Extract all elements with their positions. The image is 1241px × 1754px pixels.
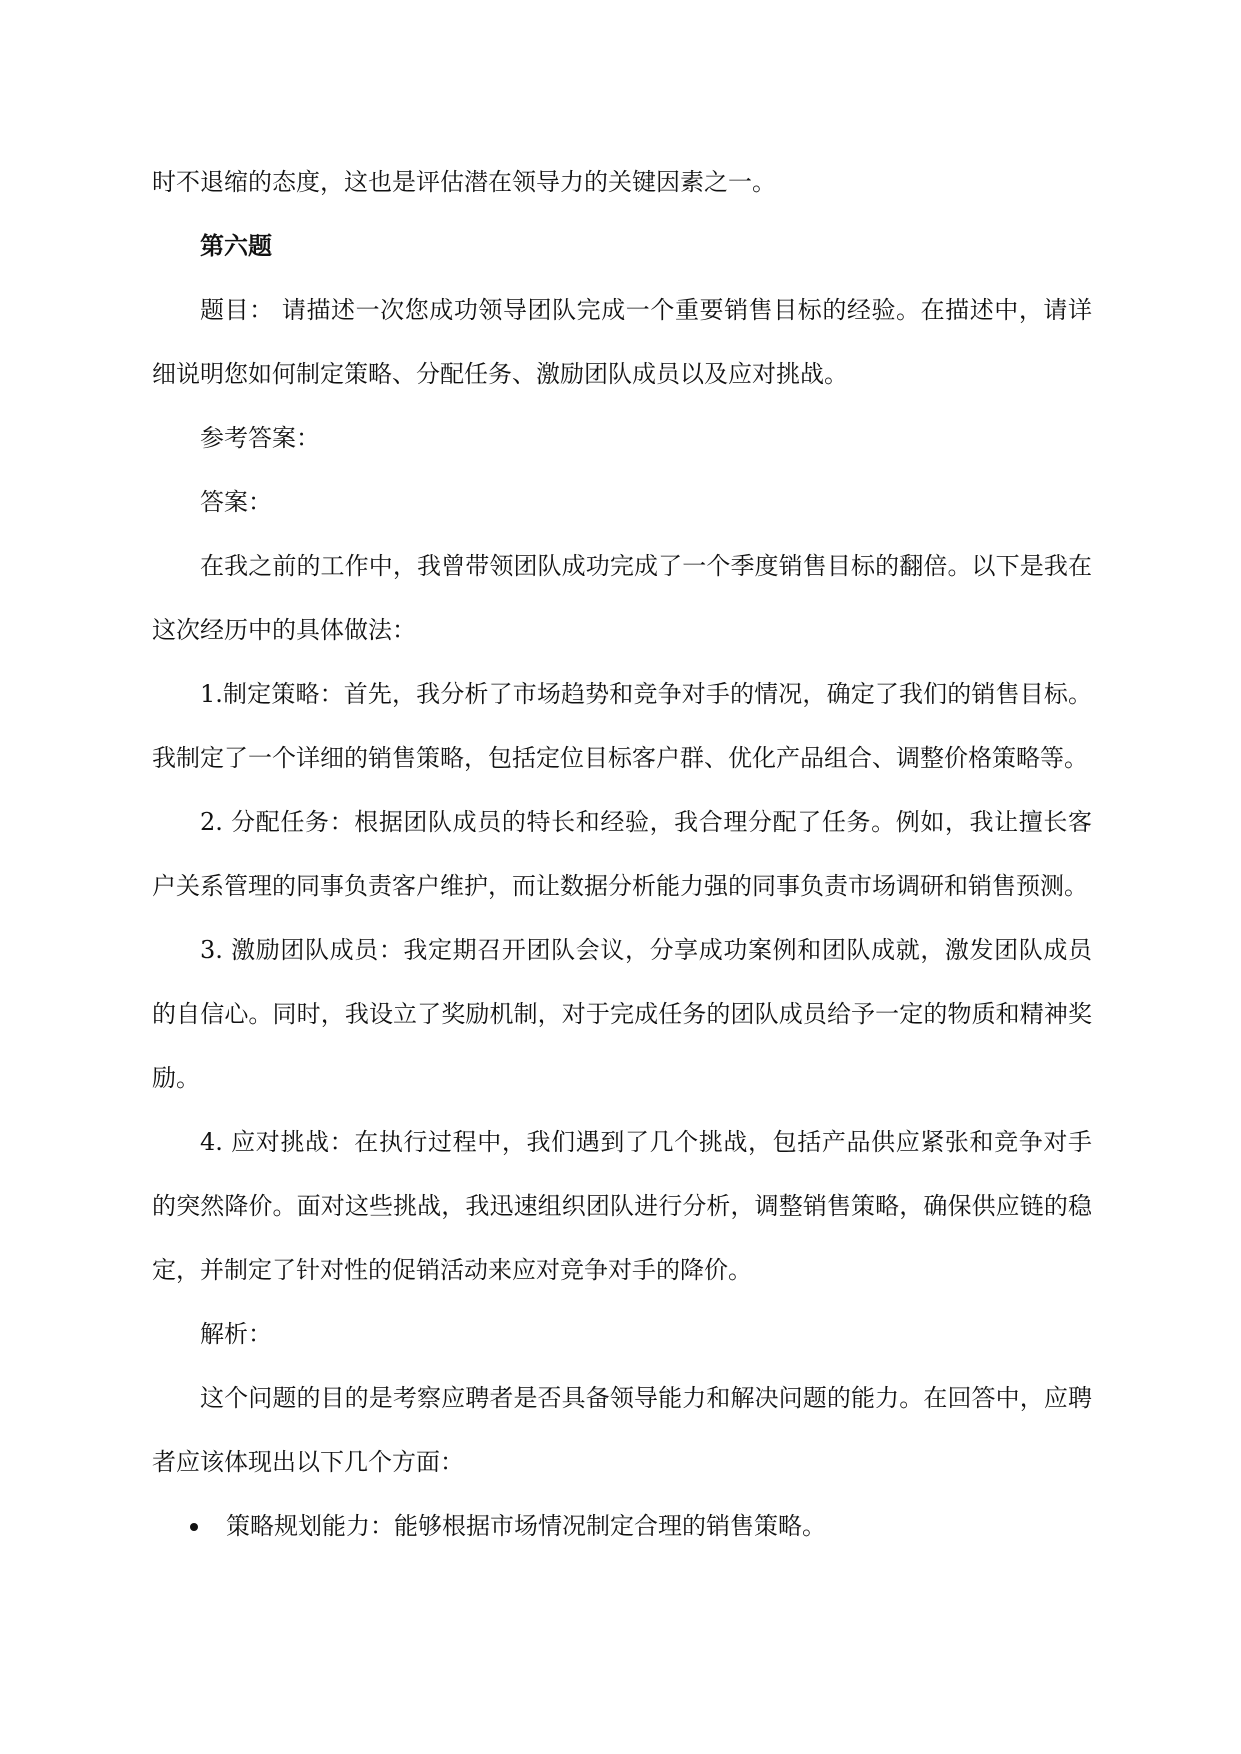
bullet-icon xyxy=(190,1523,198,1531)
list-item-text: 策略规划能力：能够根据市场情况制定合理的销售策略。 xyxy=(226,1512,826,1540)
list-item xyxy=(152,1494,1092,1558)
analysis-label: 解析： xyxy=(200,1320,272,1348)
paragraph-continuation: 时不退缩的态度，这也是评估潜在领导力的关键因素之一。 xyxy=(152,168,776,196)
document-body xyxy=(152,150,1092,1558)
answer-step-3: 3. 激励团队成员：我定期召开团队会议，分享成功案例和团队成就，激发团队成员的自信心。同时，我设立了奖励机制，对于完成任务的团队成员给予一定的物质和精神奖励。 xyxy=(152,936,1092,1092)
question-heading: 第六题 xyxy=(200,231,272,260)
question-text: 题目： 请描述一次您成功领导团队完成一个重要销售目标的经验。在描述中，请详细说明您如何制定策略、分配任务、激励团队成员以及应对挑战。 xyxy=(152,296,1092,388)
answer-label: 答案： xyxy=(200,488,272,516)
analysis-bullet-list xyxy=(152,1494,1092,1558)
reference-answer-label: 参考答案： xyxy=(200,424,320,452)
answer-step-4: 4. 应对挑战：在执行过程中，我们遇到了几个挑战，包括产品供应紧张和竞争对手的突然降价。面对这些挑战，我迅速组织团队进行分析，调整销售策略，确保供应链的稳定，并制定了针对性的促销活动来应对竞争对手的降价。 xyxy=(152,1128,1092,1284)
analysis-text: 这个问题的目的是考察应聘者是否具备领导能力和解决问题的能力。在回答中，应聘者应该体现出以下几个方面： xyxy=(152,1384,1092,1476)
answer-step-1: 1.制定策略：首先，我分析了市场趋势和竞争对手的情况，确定了我们的销售目标。我制定了一个详细的销售策略，包括定位目标客户群、优化产品组合、调整价格策略等。 xyxy=(152,680,1092,772)
answer-intro: 在我之前的工作中，我曾带领团队成功完成了一个季度销售目标的翻倍。以下是我在这次经历中的具体做法： xyxy=(152,552,1092,644)
answer-step-2: 2. 分配任务：根据团队成员的特长和经验，我合理分配了任务。例如，我让擅长客户关系管理的同事负责客户维护，而让数据分析能力强的同事负责市场调研和销售预测。 xyxy=(152,808,1092,900)
